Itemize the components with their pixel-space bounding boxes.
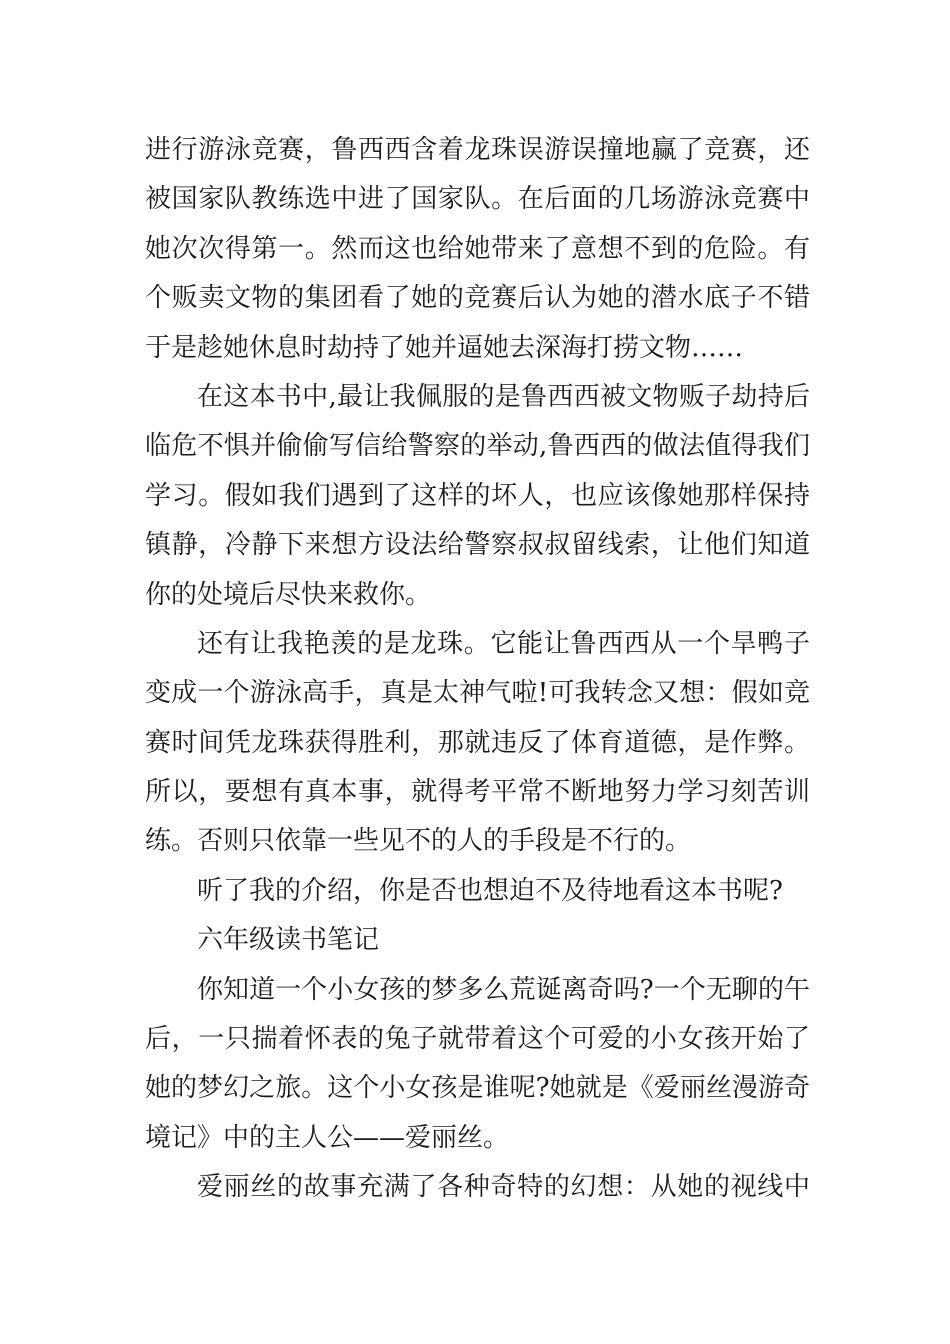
text-line: 临危不惧并偷偷写信给警察的举动,鲁西西的做法值得我们 (145, 431, 810, 462)
text-line: 被国家队教练选中进了国家队。在后面的几场游泳竞赛中 (145, 184, 810, 215)
text-line: 变成一个游泳高手，真是太神气啦!可我转念又想：假如竞 (145, 678, 810, 709)
text-line: 你的处境后尽快来救你。 (145, 579, 432, 610)
paragraph-first-line: 还有让我艳羡的是龙珠。它能让鲁西西从一个旱鸭子 (197, 628, 810, 659)
text-line: 后，一只揣着怀表的兔子就带着这个可爱的小女孩开始了 (145, 1024, 810, 1055)
text-line: 个贩卖文物的集团看了她的竞赛后认为她的潜水底子不错 (145, 283, 810, 314)
text-line: 她次次得第一。然而这也给她带来了意想不到的危险。有 (145, 233, 810, 264)
text-line: 练。否则只依靠一些见不的人的手段是不行的。 (145, 826, 692, 857)
paragraph-first-line: 听了我的介绍，你是否也想迫不及待地看这本书呢? (197, 875, 783, 906)
section-heading: 六年级读书笔记 (197, 925, 380, 956)
text-line: 境记》中的主人公——爱丽丝。 (145, 1122, 510, 1153)
body-text (145, 126, 810, 1213)
text-line: 所以，要想有真本事，就得考平常不断地努力学习刻苦训 (145, 777, 810, 808)
paragraph-first-line: 爱丽丝的故事充满了各种奇特的幻想：从她的视线中 (197, 1172, 810, 1203)
text-line: 于是趁她休息时劫持了她并逼她去深海打捞文物…… (145, 332, 744, 363)
paragraph-first-line: 你知道一个小女孩的梦多么荒诞离奇吗?一个无聊的午 (197, 974, 810, 1005)
text-line: 她的梦幻之旅。这个小女孩是谁呢?她就是《爱丽丝漫游奇 (145, 1073, 810, 1104)
text-line: 进行游泳竞赛，鲁西西含着龙珠误游误撞地赢了竞赛，还 (145, 135, 810, 165)
text-line: 赛时间凭龙珠获得胜利，那就违反了体育道德，是作弊。 (145, 727, 810, 758)
text-line: 学习。假如我们遇到了这样的坏人，也应该像她那样保持 (145, 480, 810, 511)
paragraph-first-line: 在这本书中,最让我佩服的是鲁西西被文物贩子劫持后 (197, 381, 810, 412)
text-line: 镇静，冷静下来想方设法给警察叔叔留线索，让他们知道 (145, 530, 810, 561)
